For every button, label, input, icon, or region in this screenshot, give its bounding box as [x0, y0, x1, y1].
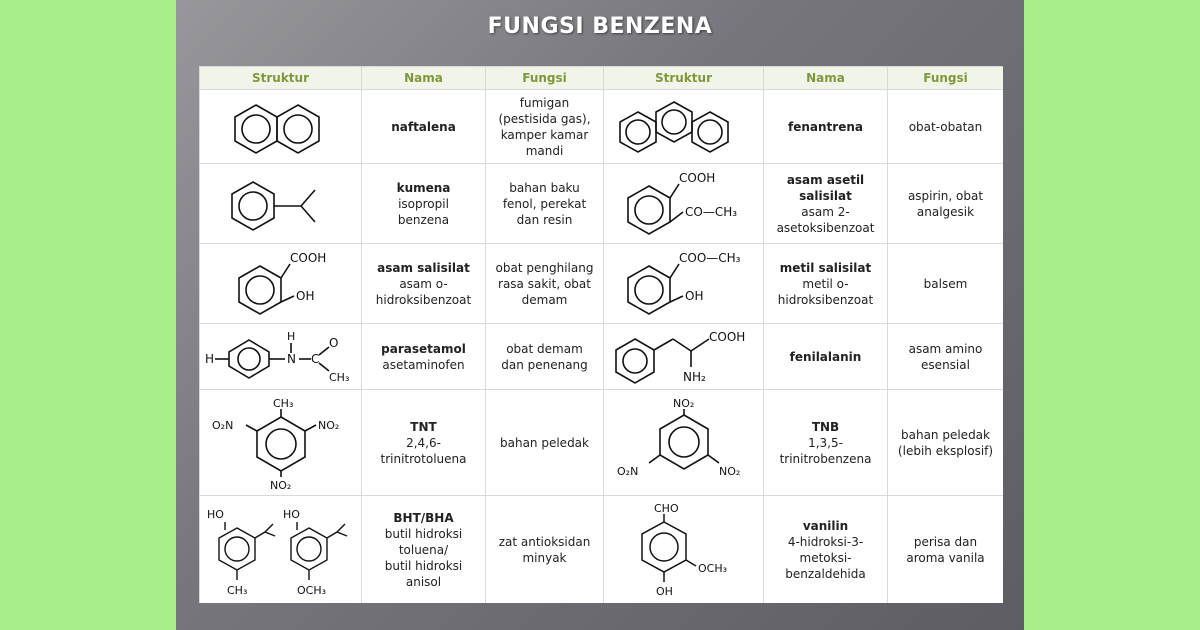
table-row [200, 390, 1004, 496]
table-header-row [200, 67, 1004, 90]
table-row [200, 164, 1004, 244]
benzene-function-table [199, 66, 1003, 603]
vanillin-structure-icon [614, 500, 754, 600]
oh-label: OH [655, 584, 673, 598]
table-row [200, 90, 1004, 164]
header-nama-right: Nama [764, 67, 888, 90]
c-label: C [311, 351, 320, 366]
compound-alt-name: metil o- hidroksibenzoat [777, 276, 874, 307]
header-struktur-right: Struktur [604, 67, 764, 90]
compound-function: obat penghilang rasa sakit, obat demam [486, 244, 604, 324]
paracetamol-structure-icon [203, 327, 359, 387]
table-row [200, 496, 1004, 604]
compound-name: fenantrena [788, 119, 863, 134]
structure-paracetamol [200, 324, 362, 390]
table-row [200, 324, 1004, 390]
compound-function: asam amino esensial [888, 324, 1004, 390]
no2-label: NO₂ [718, 464, 740, 478]
methyl-salicylate-structure-icon [609, 248, 759, 320]
structure-aspirin [604, 164, 764, 244]
bht-bha-structure-icon [203, 500, 359, 600]
compound-alt-name: asam o- hidroksibenzoat [375, 276, 472, 307]
compound-alt-name: asam 2- asetoksibenzoat [776, 204, 875, 235]
compound-function: obat-obatan [888, 90, 1004, 164]
aspirin-structure-icon [609, 168, 759, 240]
structure-phenylalanine [604, 324, 764, 390]
compound-function: bahan baku fenol, perekat dan resin [486, 164, 604, 244]
co-ch3-label: CO—CH₃ [684, 204, 737, 219]
cumene-structure-icon [221, 174, 341, 234]
compound-function: aspirin, obat analgesik [888, 164, 1004, 244]
h-label: H [205, 351, 215, 366]
compound-alt-name: 4-hidroksi-3- metoksi- benzaldehida [785, 534, 866, 581]
structure-naphthalene [200, 90, 362, 164]
structure-phenanthrene [604, 90, 764, 164]
compound-name: fenilalanin [789, 349, 862, 364]
compound-alt-name: asetaminofen [382, 357, 465, 372]
compound-function: bahan peledak [486, 390, 604, 496]
compound-alt-name: isopropil benzena [397, 196, 450, 227]
compound-function: bahan peledak (lebih eksplosif) [888, 390, 1004, 496]
cooh-label: COOH [289, 250, 326, 265]
phenylalanine-structure-icon [607, 327, 761, 387]
no2-label: NO₂ [317, 418, 339, 432]
compound-name: metil salisilat [779, 260, 872, 275]
compound-alt-name: 2,4,6- trinitrotoluena [380, 435, 467, 466]
oh-label: OH [684, 288, 703, 303]
no2-label: NO₂ [269, 478, 291, 491]
slide [176, 0, 1024, 630]
table-row [200, 244, 1004, 324]
header-struktur-left: Struktur [200, 67, 362, 90]
structure-bht-bha [200, 496, 362, 604]
phenanthrene-structure-icon [614, 96, 754, 158]
ch3-label: CH₃ [329, 370, 350, 384]
o-label: O [329, 335, 339, 350]
structure-tnt [200, 390, 362, 496]
nh2-label: NH₂ [683, 369, 706, 384]
n-label: N [287, 351, 296, 366]
compound-alt-name: 1,3,5- trinitrobenzena [779, 435, 872, 466]
compound-name: asam salisilat [377, 260, 470, 275]
compound-name: TNT [410, 419, 437, 434]
compound-function: obat demam dan penenang [486, 324, 604, 390]
structure-salicylic-acid [200, 244, 362, 324]
naphthalene-structure-icon [226, 97, 336, 157]
och3-label: OCH₃ [697, 561, 727, 575]
tnt-structure-icon [206, 395, 356, 491]
compound-function: fumigan (pestisida gas), kamper kamar mandi [486, 90, 604, 164]
oh-label: OH [295, 288, 314, 303]
cho-label: CHO [653, 501, 679, 515]
cooh-label: COOH [709, 329, 746, 344]
compound-function: perisa dan aroma vanila [888, 496, 1004, 604]
compound-name: vanilin [802, 518, 849, 533]
coo-ch3-label: COO—CH₃ [678, 250, 740, 265]
header-nama-left: Nama [362, 67, 486, 90]
compound-name: naftalena [391, 119, 456, 134]
slide-title: FUNGSI BENZENA [487, 14, 713, 39]
compound-name: BHT/BHA [393, 510, 454, 525]
structure-methyl-salicylate [604, 244, 764, 324]
ho-label: HO [207, 507, 224, 521]
ch3-label: CH₃ [227, 583, 248, 597]
compound-name: parasetamol [381, 341, 466, 356]
cooh-label: COOH [678, 170, 715, 185]
structure-vanillin [604, 496, 764, 604]
structure-tnb [604, 390, 764, 496]
compound-function: balsem [888, 244, 1004, 324]
header-fungsi-right: Fungsi [888, 67, 1004, 90]
compound-alt-name: butil hidroksi toluena/ butil hidroksi anisol [384, 526, 463, 589]
salicylic-acid-structure-icon [216, 248, 346, 320]
ho-label: HO [283, 507, 300, 521]
o2n-label: O₂N [211, 418, 233, 432]
tnb-structure-icon [609, 395, 759, 491]
och3-label: OCH₃ [297, 583, 327, 597]
compound-function: zat antioksidan minyak [486, 496, 604, 604]
compound-name: kumena [396, 180, 451, 195]
no2-label: NO₂ [672, 396, 694, 410]
compound-name: asam asetil salisilat [786, 172, 865, 203]
header-fungsi-left: Fungsi [486, 67, 604, 90]
h-label: H [287, 329, 296, 343]
ch3-label: CH₃ [272, 396, 293, 410]
structure-cumene [200, 164, 362, 244]
o2n-label: O₂N [616, 464, 638, 478]
compound-name: TNB [811, 419, 840, 434]
